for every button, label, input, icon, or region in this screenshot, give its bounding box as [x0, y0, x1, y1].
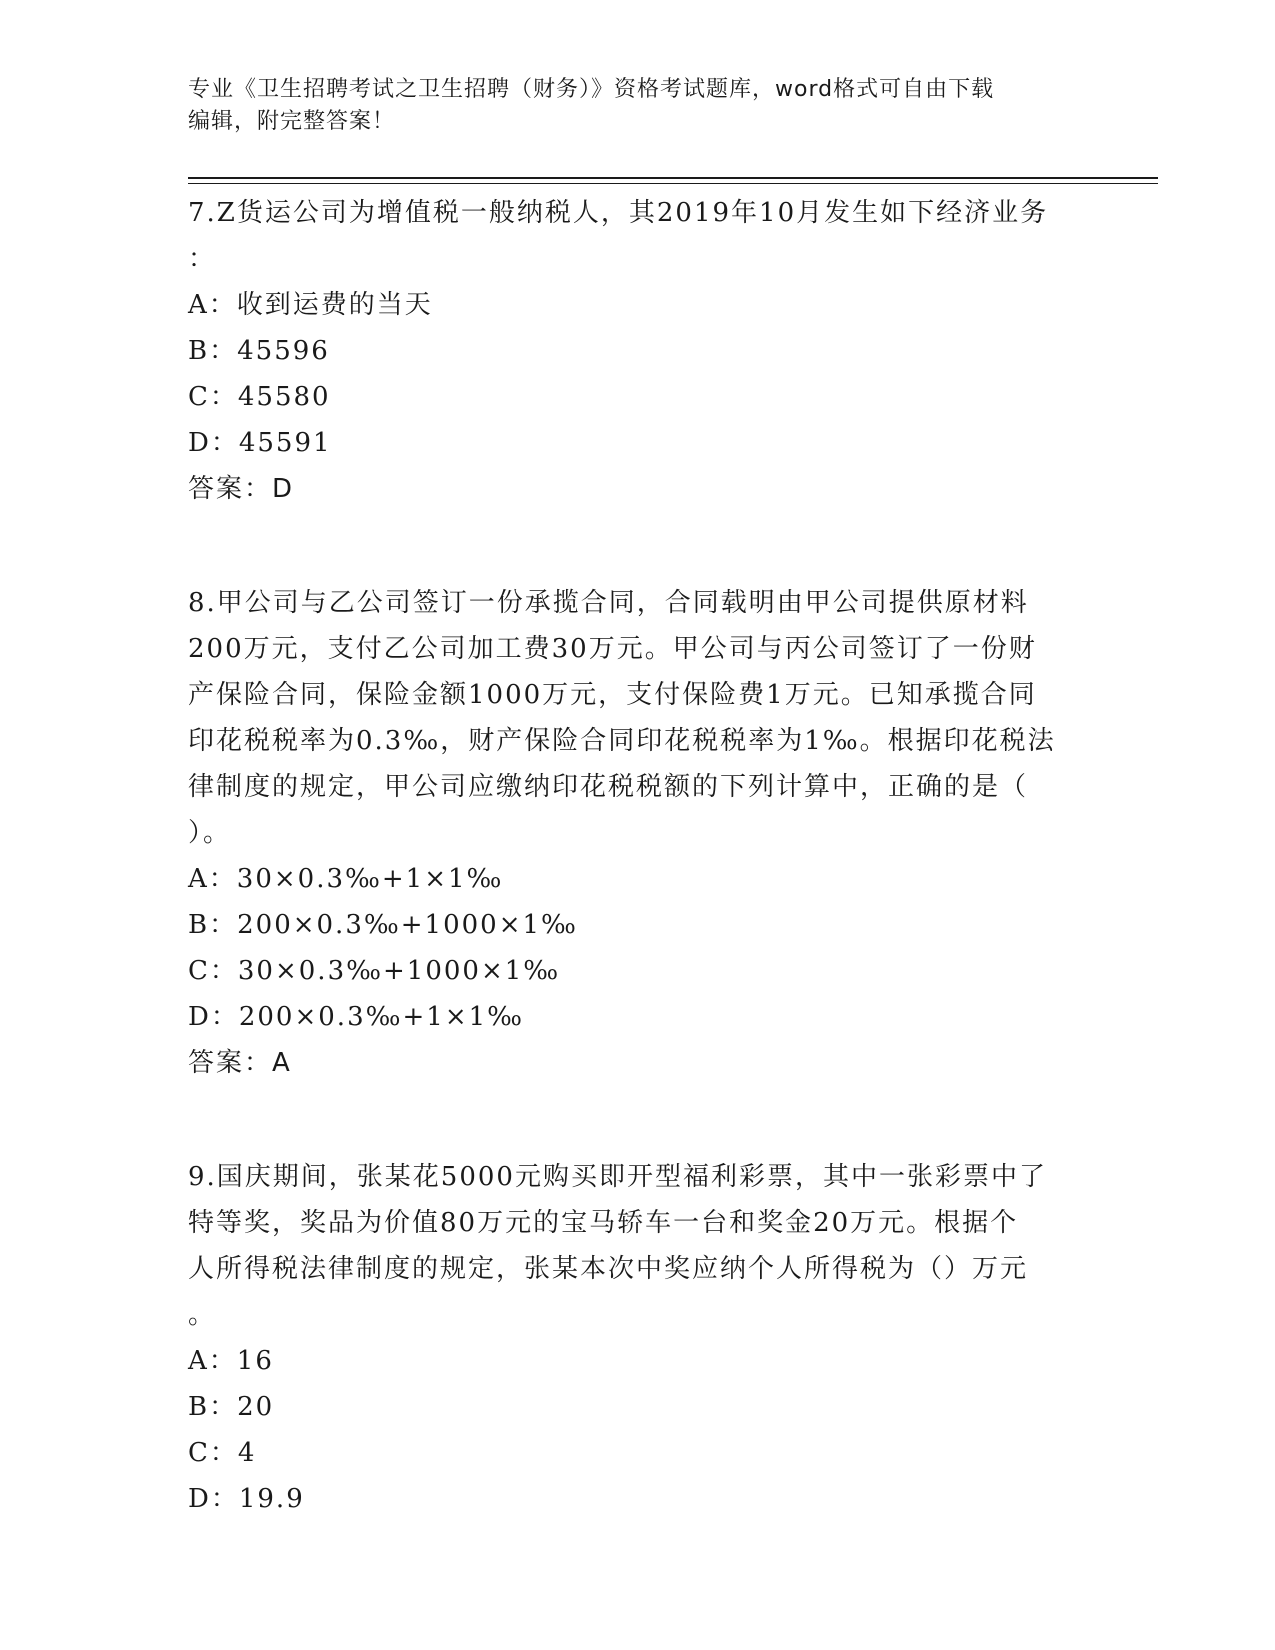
option-b: B：45596 [188, 336, 330, 366]
answer: 答案：A [188, 1048, 292, 1078]
question-text-line: 人所得税法律制度的规定，张某本次中奖应纳个人所得税为（）万元 [188, 1254, 1029, 1284]
question-text-line: 。 [188, 1300, 217, 1330]
header-line-1: 专业《卫生招聘考试之卫生招聘（财务）》资格考试题库，word格式可自由下载 [188, 77, 995, 102]
question-9-text [188, 1154, 1088, 1338]
answer: 答案：D [188, 474, 295, 504]
question-text-line: 产保险合同，保险金额1000万元，支付保险费1万元。已知承揽合同 [188, 680, 1037, 710]
option-d: D：19.9 [188, 1484, 305, 1514]
option-d: D：45591 [188, 428, 332, 458]
question-spacer [188, 1086, 1088, 1154]
option-c: C：45580 [188, 382, 331, 412]
option-b: B：20 [188, 1392, 275, 1422]
question-8 [188, 580, 1088, 1086]
option-a: A：16 [188, 1346, 274, 1376]
question-text-line: 7.Z货运公司为增值税一般纳税人，其2019年10月发生如下经济业务 [188, 198, 1049, 228]
option-d: D：200×0.3‰+1×1‰ [188, 1002, 525, 1032]
header-line-2: 编辑，附完整答案！ [188, 109, 396, 134]
question-9 [188, 1154, 1088, 1522]
question-list [188, 190, 1088, 1522]
option-a: A：30×0.3‰+1×1‰ [188, 864, 504, 894]
question-text-line: 8.甲公司与乙公司签订一份承揽合同，合同载明由甲公司提供原材料 [188, 588, 1029, 618]
header-divider-thick [188, 177, 1158, 179]
question-text-line: 9.国庆期间，张某花5000元购买即开型福利彩票，其中一张彩票中了 [188, 1162, 1047, 1192]
question-text-line: ： [188, 244, 217, 274]
header-divider-thin [188, 183, 1158, 184]
question-text-line: 特等奖，奖品为价值80万元的宝马轿车一台和奖金20万元。根据个 [188, 1208, 1019, 1238]
option-c: C：30×0.3‰+1000×1‰ [188, 956, 561, 986]
page-header [188, 74, 1088, 138]
option-b: B：200×0.3‰+1000×1‰ [188, 910, 578, 940]
question-8-text [188, 580, 1088, 856]
question-text-line: 律制度的规定，甲公司应缴纳印花税税额的下列计算中，正确的是（ [188, 772, 1029, 802]
question-7-text [188, 190, 1088, 282]
question-spacer [188, 512, 1088, 580]
question-text-line: ）。 [188, 818, 232, 848]
question-text-line: 印花税税率为0.3‰，财产保险合同印花税税率为1‰。根据印花税法 [188, 726, 1056, 756]
option-c: C：4 [188, 1438, 257, 1468]
option-a: A：收到运费的当天 [188, 290, 433, 320]
question-text-line: 200万元，支付乙公司加工费30万元。甲公司与丙公司签订了一份财 [188, 634, 1037, 664]
question-7 [188, 190, 1088, 512]
